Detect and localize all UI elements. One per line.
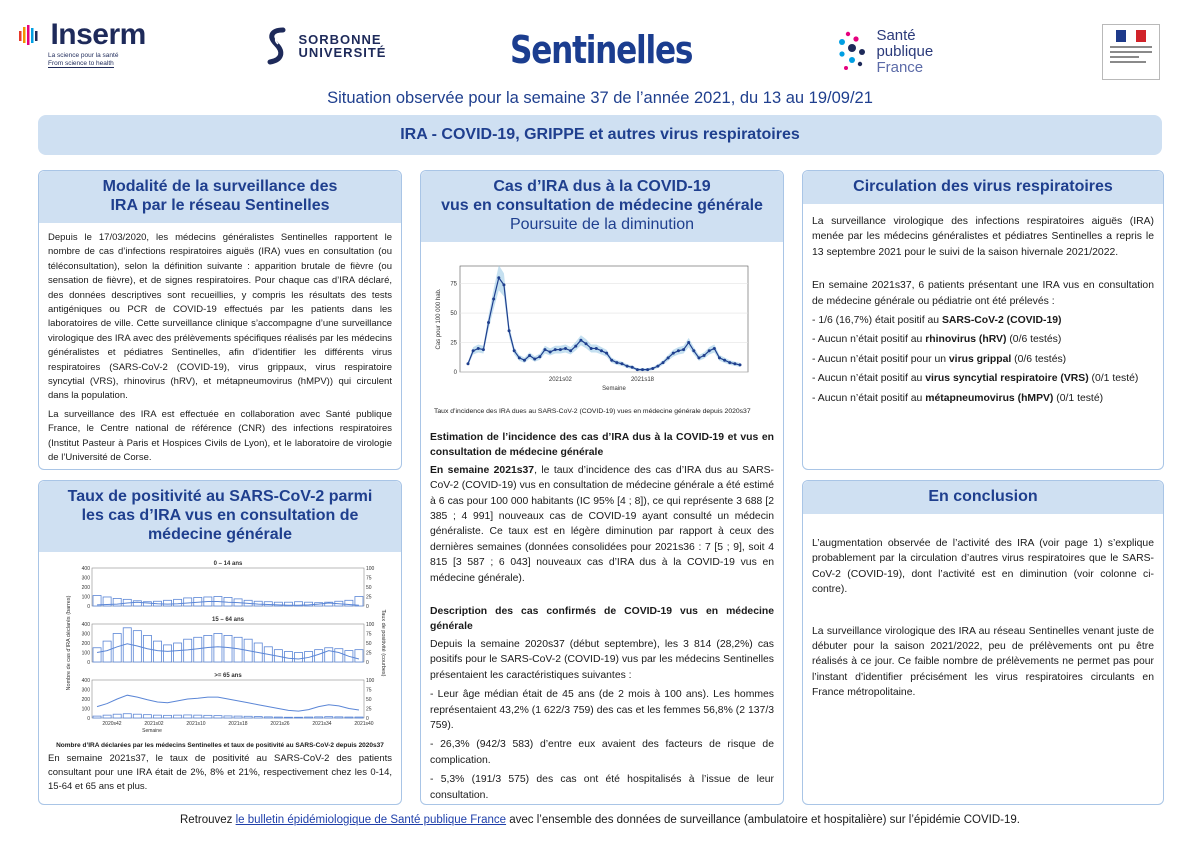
case-bar [294, 717, 302, 718]
paragraph: La surveillance virologique des infections respiratoires aiguës (IRA) menée par les médecins généralistes et pédiatres Sentinelles a repris le 13 septembre 2021 pour le suivi de la saison hivernale 2021/2022. [812, 216, 1154, 258]
case-bar [224, 716, 232, 718]
chart-caption: Taux d’incidence des IRA dues au SARS-CoV-2 (COVID-19) vues en médecine générale depuis 2020s37 [434, 408, 751, 415]
inserm-wordmark: Inserm [50, 18, 146, 51]
positivity-chart-svg [48, 556, 392, 734]
french-flag-icon [1116, 30, 1146, 42]
spf-dots-icon [834, 30, 868, 74]
case-bar [164, 600, 172, 606]
data-point [697, 356, 700, 359]
x-tick-label: 2020s42 [102, 721, 122, 727]
x-tick-label: 2021s18 [228, 721, 248, 727]
panel-body [803, 514, 1163, 711]
right-tick-label: 100 [366, 678, 375, 684]
right-tick-label: 75 [366, 575, 372, 582]
case-bar [174, 643, 182, 662]
case-bar [174, 599, 182, 606]
data-point [626, 365, 629, 368]
case-bar [234, 716, 242, 718]
incidence-chart-svg [430, 252, 774, 400]
data-point [677, 349, 680, 352]
case-bar [194, 637, 202, 662]
inserm-tagline [48, 52, 146, 68]
case-bar [214, 634, 222, 663]
right-tick-label: 0 [366, 660, 369, 666]
case-bar [284, 717, 292, 718]
right-tick-label: 50 [366, 585, 372, 591]
data-point [682, 348, 685, 351]
left-tick-label: 100 [81, 650, 90, 657]
case-bar [335, 649, 343, 662]
y-tick-label: 50 [450, 311, 457, 318]
data-point [692, 349, 695, 352]
case-bar [294, 653, 302, 663]
left-tick-label: 0 [87, 716, 90, 722]
case-bar [164, 645, 172, 662]
data-point [477, 347, 480, 350]
panel-title: En conclusion [803, 481, 1163, 514]
virus-circulation-panel [802, 170, 1164, 470]
case-bar [174, 715, 182, 718]
data-point [651, 367, 654, 370]
paragraph: L’augmentation observée de l’activité des IRA (voir page 1) s’explique probablement par la circulation d’autres virus respiratoires que le SARS-CoV-2 (COVID-19), dont l’activité est en diminution (voir colonne ci-contre). [812, 538, 1154, 596]
data-point [528, 354, 531, 357]
panel-label: 0 – 14 ans [213, 561, 243, 567]
list-item: - Aucun n’était positif au rhinovirus (hRV) (0/6 testés) [812, 334, 1062, 346]
case-bar [133, 601, 141, 606]
right-tick-label: 25 [366, 650, 372, 657]
x-tick-label: 2021s18 [630, 377, 655, 383]
republique-text-lines [1110, 46, 1152, 63]
case-bar [153, 715, 161, 718]
x-tick-label: 2021s02 [548, 377, 572, 383]
panel-title: Modalité de la surveillance des IRA par le réseau Sentinelles [39, 171, 401, 223]
inserm-tagline-fr: La science pour la santé [48, 52, 119, 59]
data-point [497, 276, 500, 279]
panel-title: Taux de positivité au SARS-CoV-2 parmi les cas d’IRA vus en consultation de médecine générale [39, 481, 401, 552]
case-bar [164, 715, 172, 718]
case-bar [355, 650, 363, 662]
data-point [513, 349, 516, 352]
x-tick-label: 2021s26 [270, 721, 290, 727]
right-tick-label: 0 [366, 604, 369, 610]
left-tick-label: 300 [81, 631, 90, 638]
data-point [723, 359, 726, 362]
x-axis-label: Semaine [142, 728, 162, 734]
right-tick-label: 100 [366, 566, 375, 572]
panel-body [39, 223, 401, 476]
data-point [672, 352, 675, 355]
data-point [728, 361, 731, 364]
data-point [615, 361, 618, 364]
positivity-chart [48, 556, 392, 750]
data-point [508, 329, 511, 332]
data-point [482, 348, 485, 351]
right-tick-label: 0 [366, 716, 369, 722]
data-point [569, 349, 572, 352]
right-tick-label: 75 [366, 631, 372, 638]
case-bar [123, 714, 131, 718]
case-bar [184, 715, 192, 718]
data-point [585, 342, 588, 345]
case-bar [315, 650, 323, 662]
section-title-band: IRA - COVID-19, GRIPPE et autres virus respiratoires [38, 115, 1162, 155]
spf-bulletin-link[interactable]: le bulletin épidémiologique de Santé publique France [235, 814, 507, 826]
y-axis-label-left: Nombre de cas d'IRA déclarés (barres) [66, 595, 72, 691]
case-bar [143, 715, 151, 718]
paragraph: Depuis le 17/03/2020, les médecins généralistes Sentinelles rapportent le nombre de cas d’infections respiratoires aiguës (IRA) vues en consultation (ou téléconsultation), selon la définition suivante : apparition brutale de fièvre (ou sensation de fièvre), et de signes respiratoires. Pour chaque cas d’IRA déclaré, des données descriptives sont recueillies, y compris les résultats des tests antigéniques ou PCR de COVID-19 effectués par les patients dans les laboratoires de ville. Cette surveillance clinique s’accompagne d’une surveillance virologique des IRA avec des prélèvements spécifiques réalisés par les médecins généralistes et pédiatres Sentinelles, afin d’identifier les différents virus respiratoires (SARS-CoV-2 (COVID-19), virus grippaux, virus respiratoire syncytial (VRS), rhinovirus (hRV), et métapneumovirus (hMPV)) qui circulent dans la population. [48, 232, 392, 402]
paragraph: En semaine 2021s37, le taux de positivité au SARS-CoV-2 des patients consultant pour une IRA était de 2%, 8% et 21%, respectivement chez les 0-14, 15-64 et 65 ans et plus. [48, 753, 392, 792]
sorbonne-wordmark: SORBONNE UNIVERSITÉ [298, 32, 387, 60]
data-point [713, 347, 716, 350]
data-point [641, 368, 644, 371]
left-tick-label: 0 [87, 604, 90, 610]
case-bar [113, 598, 121, 606]
case-bar [194, 715, 202, 718]
left-tick-label: 200 [81, 585, 90, 591]
data-point [467, 362, 470, 365]
data-point [687, 341, 690, 344]
panel-title-line1: Cas d’IRA dus à la COVID-19 [493, 178, 711, 195]
data-point [533, 358, 536, 361]
footer: Retrouvez le bulletin épidémiologique de Santé publique France avec l’ensemble des données de surveillance (ambulatoire et hospitalière) sur l’épidémie COVID-19. [180, 814, 1020, 826]
data-point [662, 361, 665, 364]
case-bar [103, 715, 111, 718]
case-bar [224, 635, 232, 662]
data-point [605, 352, 608, 355]
right-tick-label: 25 [366, 706, 372, 713]
chart-caption: Nombre d’IRA déclarées par les médecins Sentinelles et taux de positivité au SARS-CoV-2 depuis 2020s37 [56, 742, 384, 749]
paragraph: La surveillance virologique des IRA au réseau Sentinelles venant juste de débuter pour la saison 2021/2022, peu de prélèvements ont pu être réalisés à ce jour. Ce faible nombre de prélèvements ne permet pas pour l’instant d’identifier précisément les virus respiratoires circulants en France métropolitaine. [812, 625, 1154, 699]
positivity-rate-panel [38, 480, 402, 805]
y-tick-label: 0 [453, 370, 457, 376]
case-bar [254, 717, 262, 718]
data-point [631, 366, 634, 369]
left-tick-label: 300 [81, 575, 90, 582]
right-tick-label: 25 [366, 594, 372, 601]
logo-bar [0, 10, 1200, 80]
paragraph: La surveillance des IRA est effectuée en collaboration avec Santé publique France, le Centre national de référence (CNR) des infections respiratoires (Institut Pasteur à Paris et Hospices Civils de Lyon), et le laboratoire de virologie de l’Université de Corse. [48, 408, 392, 464]
data-point [487, 321, 490, 324]
y-tick-label: 75 [450, 281, 457, 288]
data-point [667, 356, 670, 359]
paragraph: Depuis la semaine 2020s37 (début septembre), les 3 814 (28,2%) cas positifs pour le SARS-CoV-2 (COVID-19) vus par les médecins Sentinelles présentaient les caractéristiques suivantes : [430, 638, 774, 681]
panel-title-line2: vus en consultation de médecine générale [441, 197, 763, 214]
section-heading: Estimation de l’incidence des cas d’IRA dus à la COVID-19 et vus en consultation de médecine générale [430, 432, 774, 459]
case-bar [204, 635, 212, 662]
data-point [636, 368, 639, 371]
case-bar [335, 717, 343, 718]
data-point [595, 347, 598, 350]
case-bar [184, 639, 192, 662]
inserm-logo[interactable] [18, 18, 146, 68]
republique-francaise-logo[interactable] [1102, 24, 1160, 80]
right-tick-label: 50 [366, 641, 372, 647]
test-results-list [812, 313, 1154, 406]
bullet-item: - Leur âge médian était de 45 ans (de 2 mois à 100 ans). Les hommes représentaient 43,2% (1 622/3 759) des cas et les femmes 56,8% (2 137/3 759). [430, 689, 774, 731]
y-tick-label: 25 [450, 340, 457, 347]
sentinelles-logo[interactable]: Sentinelles [510, 28, 693, 72]
list-item: - Aucun n’était positif au métapneumovirus (hMPV) (0/1 testé) [812, 392, 1104, 404]
case-bar [93, 648, 101, 662]
data-point [554, 348, 557, 351]
data-point [708, 349, 711, 352]
left-tick-label: 100 [81, 706, 90, 713]
left-tick-label: 400 [81, 678, 90, 684]
left-tick-label: 400 [81, 622, 90, 628]
situation-heading: Situation observée pour la semaine 37 de l’année 2021, du 13 au 19/09/21 [327, 89, 873, 107]
case-bar [93, 716, 101, 718]
x-tick-label: 2021s40 [354, 721, 374, 727]
data-point [502, 283, 505, 286]
data-point [574, 345, 577, 348]
case-bar [355, 717, 363, 718]
panel-title: Circulation des virus respiratoires [803, 171, 1163, 204]
sorbonne-logo[interactable] [266, 26, 386, 66]
case-bar [133, 714, 141, 718]
x-tick-label: 2021s02 [144, 721, 164, 727]
data-point [564, 347, 567, 350]
panel-body [803, 204, 1163, 418]
data-point [600, 349, 603, 352]
covid-ira-panel [420, 170, 784, 805]
left-tick-label: 300 [81, 687, 90, 694]
x-axis-label: Semaine [602, 386, 626, 392]
incidence-chart [430, 252, 774, 416]
bullet-item: - 26,3% (942/3 583) d’entre eux avaient des facteurs de risque de complication. [430, 739, 774, 766]
case-bar [184, 598, 192, 606]
panel-label: 15 – 64 ans [211, 617, 245, 623]
data-point [472, 349, 475, 352]
case-bar [325, 717, 333, 718]
case-bar [315, 717, 323, 718]
right-tick-label: 75 [366, 687, 372, 694]
case-bar [244, 716, 252, 718]
case-bar [264, 717, 272, 718]
panel-title [421, 171, 783, 242]
data-point [579, 339, 582, 342]
case-bar [305, 717, 313, 718]
bullet-item: - 5,3% (191/3 575) des cas ont été hospitalisés à l’issue de leur consultation. [430, 774, 774, 801]
data-point [549, 350, 552, 353]
section-heading: Description des cas confirmés de COVID-19 vus en médecine générale [430, 606, 774, 633]
x-tick-label: 2021s34 [312, 721, 332, 727]
conclusion-panel [802, 480, 1164, 805]
case-bar [264, 602, 272, 606]
panel-body [421, 416, 783, 813]
left-tick-label: 400 [81, 566, 90, 572]
case-bar [204, 715, 212, 718]
data-point [610, 359, 613, 362]
case-bar [113, 714, 121, 718]
surveillance-modality-panel [38, 170, 402, 470]
left-tick-label: 100 [81, 594, 90, 601]
data-point [559, 348, 562, 351]
list-item: - Aucun n’était positif au virus syncytial respiratoire (VRS) (0/1 testé) [812, 373, 1139, 385]
data-point [590, 347, 593, 350]
right-tick-label: 100 [366, 622, 375, 628]
list-item: - Aucun n’était positif pour un virus grippal (0/6 testés) [812, 353, 1067, 365]
paragraph: En semaine 2021s37, le taux d’incidence des cas d’IRA dus au SARS-CoV-2 (COVID-19) vus en consultation de médecine générale a été estimé à 6 cas pour 100 000 habitants (IC 95% [4 ; 8]), ce qui représente 3 688 [2 385 ; 4 991] nouveaux cas de COVID-19 ayant consulté un médecin généraliste. Ce taux est en légère diminution par rapport à ceux des dernières semaines (données consolidées pour 2021s36 : 7 [5 ; 9], soit 4 815 [3 587 ; 6 043] nouveaux cas d’IRA dus à la COVID-19 vus en médecine générale). [430, 464, 774, 584]
inserm-mark-icon [18, 23, 42, 47]
y-axis-label-right: Taux de positivité (courbes) [380, 609, 386, 677]
spf-logo[interactable] [834, 28, 933, 76]
case-bar [274, 717, 282, 718]
y-axis-label: Cas pour 100 000 hab. [436, 288, 442, 350]
data-point [538, 355, 541, 358]
spf-wordmark: Santé publique France [876, 27, 934, 76]
panel-body [39, 750, 401, 804]
left-tick-label: 200 [81, 697, 90, 703]
data-point [543, 348, 546, 351]
data-point [620, 362, 623, 365]
data-point [718, 356, 721, 359]
left-tick-label: 200 [81, 641, 90, 647]
inserm-tagline-en: From science to health [48, 60, 114, 67]
data-point [518, 356, 521, 359]
case-bar [284, 652, 292, 662]
list-item: - 1/6 (16,7%) était positif au SARS-CoV-2 (COVID-19) [812, 315, 1062, 327]
data-point [703, 354, 706, 357]
sorbonne-emblem-icon [266, 26, 288, 66]
panel-subtitle: Poursuite de la diminution [509, 216, 695, 233]
data-point [646, 368, 649, 371]
data-point [656, 365, 659, 368]
data-point [739, 363, 742, 366]
case-bar [345, 717, 353, 718]
panel-label: >= 65 ans [214, 673, 242, 679]
case-bar [153, 641, 161, 662]
paragraph: En semaine 2021s37, 6 patients présentant une IRA vus en consultation de médecine générale ou pédiatrie ont été prélevés : [812, 280, 1154, 307]
case-bar [214, 716, 222, 718]
case-bar [325, 648, 333, 662]
x-tick-label: 2021s10 [186, 721, 206, 727]
data-point [492, 297, 495, 300]
data-point [523, 359, 526, 362]
left-tick-label: 0 [87, 660, 90, 666]
data-point [733, 362, 736, 365]
right-tick-label: 50 [366, 697, 372, 703]
